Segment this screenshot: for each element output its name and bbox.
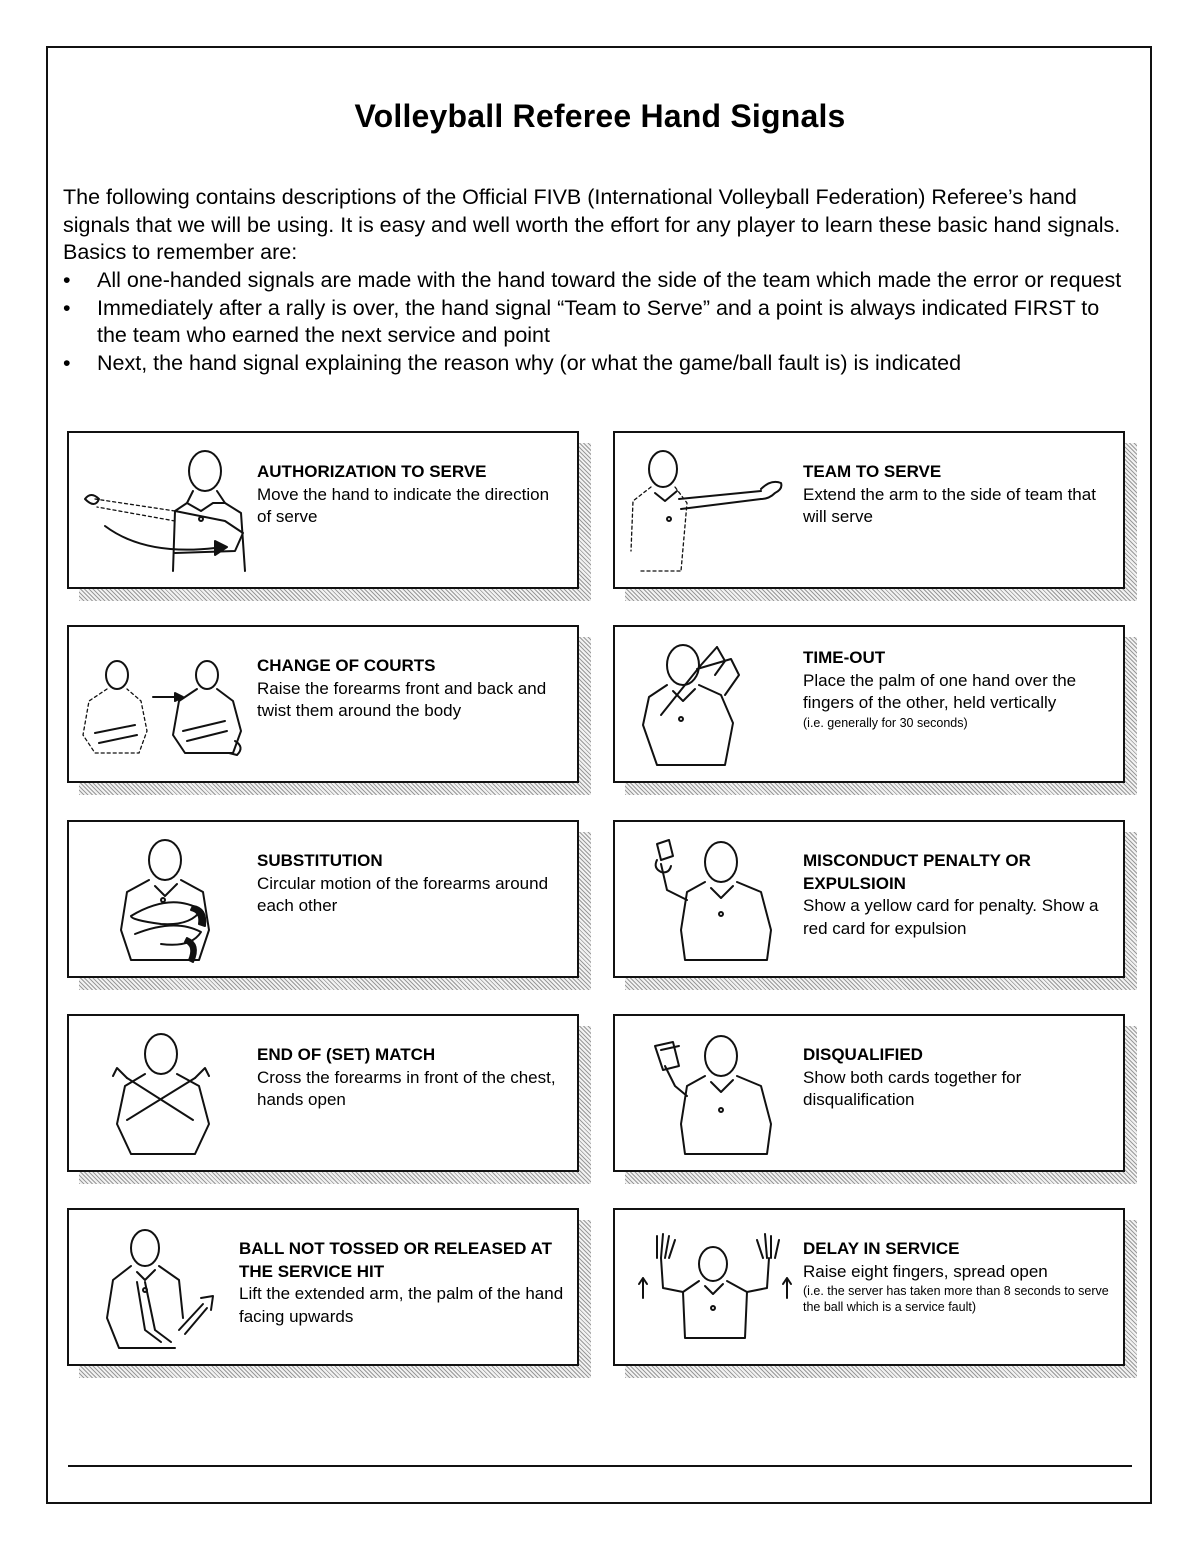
signal-heading: BALL NOT TOSSED OR RELEASED AT THE SERVICE HIT	[239, 1239, 552, 1281]
change-of-courts-figure-icon	[75, 635, 255, 773]
card-text	[803, 647, 1113, 731]
substitution-figure-icon	[75, 830, 255, 968]
signal-card-time-out	[613, 625, 1125, 783]
signal-note: (i.e. the server has taken more than 8 seconds to serve the ball which is a service fault)	[803, 1284, 1109, 1314]
misconduct-figure-icon	[621, 830, 801, 968]
team-to-serve-figure-icon	[621, 441, 801, 579]
signal-heading: TIME-OUT	[803, 648, 886, 667]
card-text	[803, 1238, 1113, 1315]
signal-heading: AUTHORIZATION TO SERVE	[257, 462, 487, 481]
card-text	[239, 1238, 569, 1328]
card-text	[257, 1044, 567, 1112]
signal-card-end-of-match	[67, 1014, 579, 1172]
signal-description: Move the hand to indicate the direction of serve	[257, 484, 550, 526]
signal-heading: SUBSTITUTION	[257, 851, 383, 870]
signal-card-ball-not-tossed	[67, 1208, 579, 1366]
delay-in-service-figure-icon	[621, 1218, 801, 1356]
signal-description: Raise the forearms front and back and twist them around the body	[257, 678, 547, 720]
signal-heading: END OF (SET) MATCH	[257, 1045, 436, 1064]
signal-description: Place the palm of one hand over the fingers of the other, held vertically	[803, 670, 1077, 712]
list-item: • Immediately after a rally is over, the hand signal “Team to Serve” and a point is always indicated FIRST to the team who earned the next service and point	[63, 295, 1133, 350]
signal-description: Show a yellow card for penalty. Show a red card for expulsion	[803, 896, 1099, 938]
signal-heading: MISCONDUCT PENALTY OR EXPULSIOIN	[803, 851, 1031, 893]
list-item: • Next, the hand signal explaining the reason why (or what the game/ball fault is) is indicated	[63, 350, 1133, 378]
signal-description: Circular motion of the forearms around each other	[257, 873, 549, 915]
page-title: Volleyball Referee Hand Signals	[354, 98, 846, 134]
signal-card-delay-in-service	[613, 1208, 1125, 1366]
card-text	[257, 461, 567, 529]
signal-description: Lift the extended arm, the palm of the hand facing upwards	[239, 1284, 564, 1326]
list-item: • All one-handed signals are made with the hand toward the side of the team which made the error or request	[63, 267, 1133, 295]
time-out-figure-icon	[621, 635, 801, 773]
card-text	[803, 461, 1113, 529]
signal-description: Cross the forearms in front of the chest, hands open	[257, 1067, 556, 1109]
card-text	[803, 1044, 1113, 1112]
ball-not-tossed-figure-icon	[75, 1218, 255, 1356]
card-text	[257, 850, 567, 918]
disqualified-figure-icon	[621, 1024, 801, 1162]
signal-card-change-of-courts	[67, 625, 579, 783]
card-text	[257, 655, 567, 723]
signal-description: Show both cards together for disqualification	[803, 1067, 1022, 1109]
signal-heading: CHANGE OF COURTS	[257, 656, 436, 675]
end-of-match-figure-icon	[75, 1024, 255, 1162]
signal-card-disqualified	[613, 1014, 1125, 1172]
signal-heading: TEAM TO SERVE	[803, 462, 942, 481]
signal-heading: DELAY IN SERVICE	[803, 1239, 960, 1258]
signal-heading: DISQUALIFIED	[803, 1045, 923, 1064]
intro-paragraph: The following contains descriptions of the Official FIVB (International Volleyball Federation) Referee’s hand signals that we will be using. It is easy and well worth the effort for any player to learn these basic hand signals. Basics to remember are:	[63, 185, 1121, 264]
signal-description: Raise eight fingers, spread open	[803, 1261, 1048, 1281]
authorization-to-serve-figure-icon	[75, 441, 255, 579]
signal-card-misconduct	[613, 820, 1125, 978]
signal-card-team-to-serve	[613, 431, 1125, 589]
signal-card-authorization-to-serve	[67, 431, 579, 589]
signal-card-substitution	[67, 820, 579, 978]
footer-rule	[68, 1465, 1132, 1467]
signal-note: (i.e. generally for 30 seconds)	[803, 715, 968, 730]
card-text	[803, 850, 1113, 940]
basics-list	[63, 267, 1133, 377]
signal-description: Extend the arm to the side of team that will serve	[803, 484, 1096, 526]
